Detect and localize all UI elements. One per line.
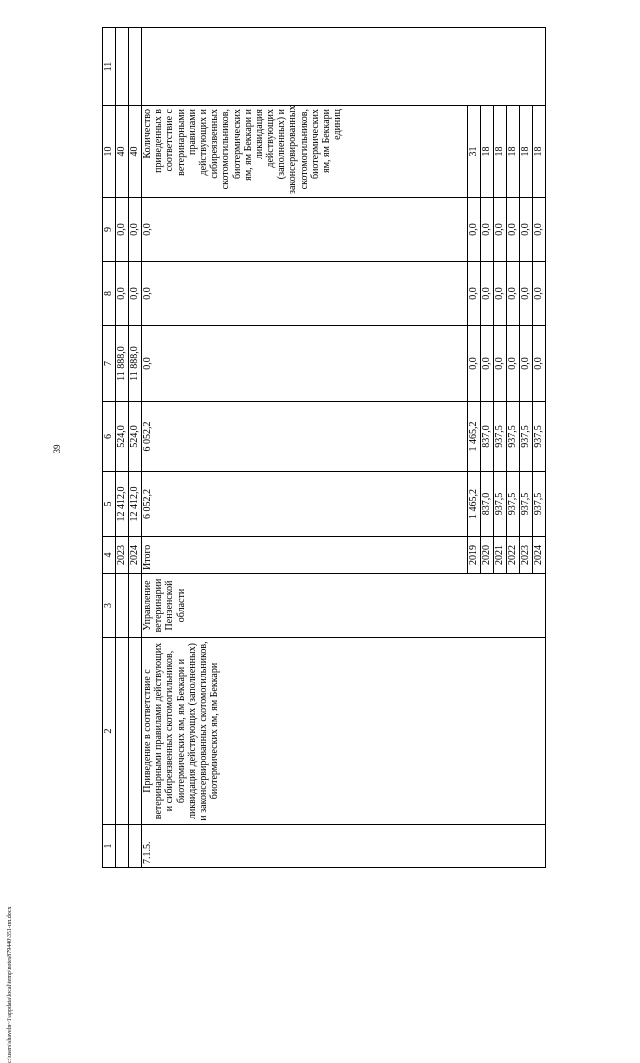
value-cell: 18 — [533, 106, 546, 198]
column-number: 5 — [103, 472, 116, 537]
program-table — [102, 27, 546, 868]
total-value: 0,0 — [142, 326, 468, 402]
total-label: Итого — [142, 537, 468, 574]
value-cell: 837,0 — [481, 402, 494, 472]
value-cell: 937,5 — [520, 472, 533, 537]
value-cell: 0,0 — [533, 198, 546, 262]
value-cell: 0,0 — [520, 198, 533, 262]
value-cell: 937,5 — [494, 402, 507, 472]
value-cell: 524,0 — [116, 402, 129, 472]
value-cell: 18 — [481, 106, 494, 198]
value-cell: 937,5 — [507, 402, 520, 472]
year-cell: 2019 — [468, 537, 481, 574]
total-value: 6 052,2 — [142, 472, 468, 537]
value-cell: 837,0 — [481, 472, 494, 537]
value-cell: 18 — [507, 106, 520, 198]
table-row-total — [142, 28, 468, 868]
value-cell: 18 — [494, 106, 507, 198]
value-cell: 0,0 — [494, 262, 507, 326]
value-cell: 0,0 — [468, 262, 481, 326]
value-cell: 0,0 — [533, 326, 546, 402]
column-number: 1 — [103, 825, 116, 868]
value-cell: 0,0 — [129, 198, 142, 262]
column-number-row — [103, 28, 116, 868]
value-cell: 0,0 — [468, 198, 481, 262]
value-cell: 0,0 — [494, 326, 507, 402]
indicator-description: Количество приведенных в соответствие с ветеринарными правилами действующих и сибиреязвенных скотомогильников, биотермических ям, ям Беккари и ликвидация действующих (заполненных) и законсервированных скотомогильников, биотермических ям, ям Беккари единиц — [142, 106, 468, 198]
value-cell: 0,0 — [116, 262, 129, 326]
page-number: 39 — [52, 444, 62, 454]
value-cell: 18 — [520, 106, 533, 198]
value-cell: 0,0 — [520, 326, 533, 402]
value-cell: 0,0 — [129, 262, 142, 326]
year-cell: 2024 — [533, 537, 546, 574]
item-name: Приведение в соответствие с ветеринарными правилами действующих и сибиреязвенных скотомогильников, биотермических ям, ям Беккари и ликвидация действующих (заполненных) и законсервированных скотомогильников, биотермических ям, ям Беккари — [142, 638, 546, 825]
value-cell: 937,5 — [494, 472, 507, 537]
value-cell: 0,0 — [520, 262, 533, 326]
total-value: 0,0 — [142, 262, 468, 326]
value-cell: 1 465,2 — [468, 402, 481, 472]
value-cell: 0,0 — [507, 326, 520, 402]
column-number: 4 — [103, 537, 116, 574]
value-cell: 12 412,0 — [129, 472, 142, 537]
value-cell: 0,0 — [481, 198, 494, 262]
value-cell: 937,5 — [520, 402, 533, 472]
footer-file-path: c:\users\shaveln~1\appdata\local\temp\notes879440\351-пп.docx — [7, 906, 13, 1063]
value-cell: 937,5 — [507, 472, 520, 537]
column-number: 11 — [103, 28, 116, 106]
column-number: 3 — [103, 574, 116, 638]
total-value: 6 052,2 — [142, 402, 468, 472]
column-number: 6 — [103, 402, 116, 472]
item-code: 7.1.5. — [142, 825, 546, 868]
year-cell: 2021 — [494, 537, 507, 574]
value-cell: 11 888,0 — [116, 326, 129, 402]
value-cell: 31 — [468, 106, 481, 198]
value-cell: 0,0 — [116, 198, 129, 262]
item-executor: Управление ветеринарии Пензенской области — [142, 574, 546, 638]
column-number: 10 — [103, 106, 116, 198]
value-cell: 0,0 — [507, 198, 520, 262]
value-cell: 0,0 — [533, 262, 546, 326]
year-cell: 2023 — [116, 537, 129, 574]
value-cell: 0,0 — [481, 262, 494, 326]
value-cell: 0,0 — [468, 326, 481, 402]
table-row — [116, 28, 129, 868]
value-cell: 1 465,2 — [468, 472, 481, 537]
value-cell: 40 — [116, 106, 129, 198]
rotated-table-container — [102, 28, 632, 868]
value-cell: 40 — [129, 106, 142, 198]
year-cell: 2020 — [481, 537, 494, 574]
value-cell: 0,0 — [494, 198, 507, 262]
table-row — [129, 28, 142, 868]
value-cell: 937,5 — [533, 402, 546, 472]
year-cell: 2024 — [129, 537, 142, 574]
total-value: 0,0 — [142, 198, 468, 262]
value-cell: 12 412,0 — [116, 472, 129, 537]
column-number: 2 — [103, 638, 116, 825]
value-cell: 524,0 — [129, 402, 142, 472]
value-cell: 11 888,0 — [129, 326, 142, 402]
value-cell: 0,0 — [481, 326, 494, 402]
value-cell: 937,5 — [533, 472, 546, 537]
column-number: 8 — [103, 262, 116, 326]
year-cell: 2023 — [520, 537, 533, 574]
year-cell: 2022 — [507, 537, 520, 574]
column-number: 9 — [103, 198, 116, 262]
value-cell: 0,0 — [507, 262, 520, 326]
column-number: 7 — [103, 326, 116, 402]
